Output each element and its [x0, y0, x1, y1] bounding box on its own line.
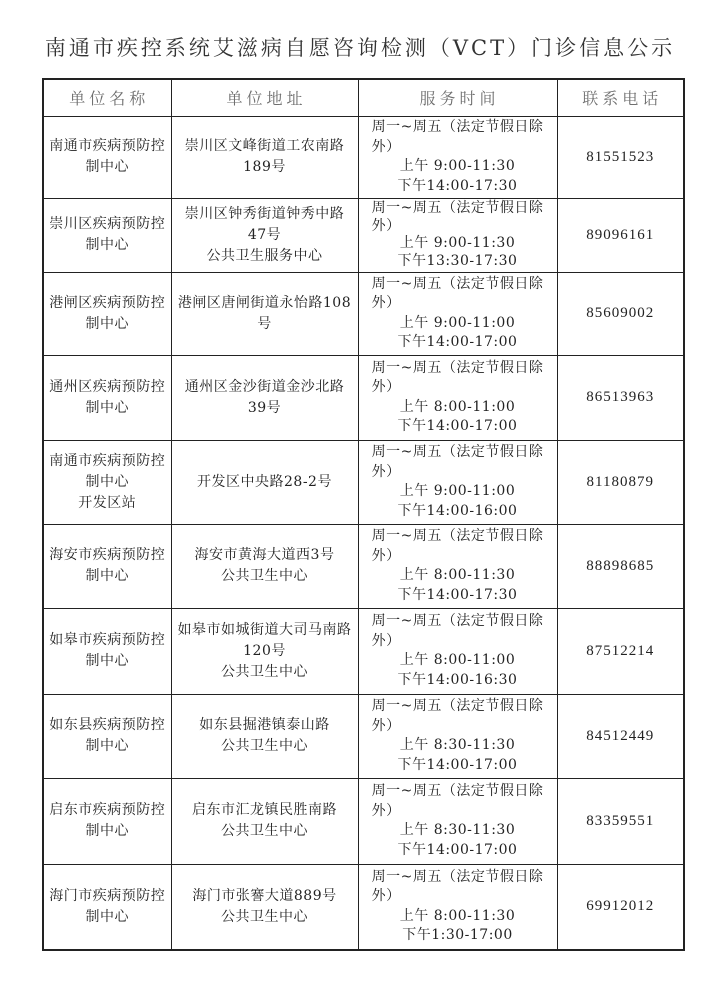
- afternoon-hours: 下午14:00-16:30: [397, 671, 518, 688]
- unit-address-cell: [171, 272, 358, 355]
- phone-number: 84512449: [586, 727, 655, 744]
- unit-address-line: 号: [257, 315, 272, 332]
- afternoon-hours: 下午14:00-17:00: [397, 418, 518, 434]
- afternoon-hours: 下午14:00-17:30: [397, 177, 518, 194]
- morning-hours: 上午 8:00-11:00: [399, 652, 516, 668]
- header-unit-name: 单位名称: [43, 79, 171, 116]
- table-row: [43, 524, 684, 608]
- service-days-line: 周一~周五（法定节假日除: [371, 444, 544, 460]
- unit-name-cell: [43, 355, 171, 440]
- phone-cell: [557, 608, 684, 694]
- header-row: [43, 79, 684, 116]
- unit-address-line: 如皋市如城街道大司马南路: [177, 621, 352, 638]
- service-days-line: 外）: [371, 463, 401, 480]
- unit-address-cell: [171, 778, 358, 864]
- unit-address-line: 港闸区唐闸街道永怡路108: [177, 294, 352, 311]
- unit-name-line: 港闸区疾病预防控: [49, 294, 166, 311]
- table-row: [43, 440, 684, 524]
- unit-name-line: 海门市疾病预防控: [49, 887, 166, 904]
- phone-cell: [557, 440, 684, 524]
- unit-name-line: 制中心: [85, 908, 129, 925]
- page-title: 南通市疾控系统艾滋病自愿咨询检测（VCT）门诊信息公示: [44, 36, 676, 60]
- unit-name-line: 崇川区疾病预防控: [49, 216, 166, 232]
- service-days-line: 外）: [371, 138, 401, 155]
- service-hours-cell: [358, 440, 557, 524]
- phone-cell: [557, 864, 684, 950]
- unit-name-line: 如东县疾病预防控: [49, 717, 166, 733]
- afternoon-hours: 下午14:00-17:00: [397, 756, 518, 773]
- service-days-line: 外）: [371, 802, 401, 819]
- unit-name-cell: [43, 440, 171, 524]
- table-row: [43, 355, 684, 440]
- unit-address-line: 公共卫生中心: [221, 908, 308, 925]
- unit-name-line: 制中心: [85, 237, 129, 253]
- service-days-line: 外）: [371, 217, 401, 234]
- service-hours-cell: [358, 198, 557, 272]
- unit-address-cell: [171, 116, 358, 198]
- phone-number: 81551523: [586, 148, 655, 165]
- table-header: [43, 79, 684, 116]
- unit-name-cell: [43, 778, 171, 864]
- unit-name-cell: [43, 864, 171, 950]
- service-days: [372, 118, 544, 157]
- phone-number: 85609002: [586, 305, 655, 321]
- service-days: [372, 200, 544, 235]
- service-days-line: 周一~周五（法定节假日除: [371, 275, 544, 292]
- header-phone: 联系电话: [557, 79, 684, 116]
- header-service-hours: 服务时间: [358, 79, 557, 116]
- unit-address-line: 海安市黄海大道西3号: [194, 547, 335, 563]
- unit-address-line: 启东市汇龙镇民胜南路: [192, 802, 337, 818]
- phone-number: 89096161: [586, 226, 655, 243]
- unit-name-line: 制中心: [85, 823, 129, 839]
- service-days: [372, 782, 544, 821]
- service-hours-cell: [358, 608, 557, 694]
- table-row: [43, 778, 684, 864]
- unit-address-line: 公共卫生中心: [221, 568, 308, 584]
- phone-number: 83359551: [586, 812, 655, 829]
- service-days: [372, 527, 544, 566]
- unit-address-cell: [171, 864, 358, 950]
- unit-address-line: 公共卫生中心: [221, 663, 308, 680]
- phone-cell: [557, 778, 684, 864]
- table-body: [43, 116, 684, 950]
- phone-number: 88898685: [586, 557, 655, 574]
- service-days-line: 外）: [371, 295, 401, 311]
- phone-number: 69912012: [586, 898, 655, 915]
- unit-address-cell: [171, 524, 358, 608]
- service-days: [372, 359, 544, 398]
- unit-name-line: 制中心: [85, 315, 129, 332]
- unit-name-line: 南通市疾病预防控: [49, 138, 166, 154]
- service-days: [372, 275, 544, 314]
- unit-address-line: 崇川区钟秀街道钟秀中路: [184, 205, 345, 222]
- unit-name-line: 海安市疾病预防控: [49, 547, 166, 563]
- unit-name-line: 制中心: [85, 399, 129, 416]
- unit-address-cell: [171, 440, 358, 524]
- unit-name-cell: [43, 694, 171, 778]
- service-hours-cell: [358, 355, 557, 440]
- table-row: [43, 272, 684, 355]
- unit-address-line: 公共卫生服务中心: [206, 247, 323, 264]
- unit-address-line: 39号: [247, 399, 282, 416]
- afternoon-hours: 下午1:30-17:00: [402, 927, 513, 944]
- service-hours-cell: [358, 116, 557, 198]
- service-hours-cell: [358, 524, 557, 608]
- unit-address-cell: [171, 355, 358, 440]
- service-days-line: 周一~周五（法定节假日除: [371, 528, 544, 544]
- unit-address-line: 崇川区文峰街道工农南路: [184, 138, 345, 154]
- unit-address-line: 海门市张謇大道889号: [192, 887, 337, 904]
- afternoon-hours: 下午13:30-17:30: [397, 252, 518, 269]
- morning-hours: 上午 9:00-11:00: [399, 483, 516, 499]
- unit-name-line: 制中心: [85, 568, 129, 584]
- morning-hours: 上午 8:30-11:30: [399, 822, 516, 838]
- morning-hours: 上午 9:00-11:30: [399, 158, 516, 174]
- service-days-line: 外）: [371, 888, 401, 905]
- morning-hours: 上午 8:00-11:00: [399, 398, 516, 415]
- unit-address-line: 开发区中央路28-2号: [197, 473, 332, 490]
- morning-hours: 上午 8:00-11:30: [399, 907, 516, 924]
- service-days-line: 外）: [371, 717, 401, 734]
- phone-number: 87512214: [586, 642, 655, 659]
- phone-number: 86513963: [586, 389, 655, 405]
- unit-address-line: 47号: [247, 226, 282, 243]
- service-days: [372, 612, 544, 651]
- service-days-line: 周一~周五（法定节假日除: [371, 613, 544, 629]
- unit-address-line: 公共卫生中心: [221, 738, 308, 754]
- service-days-line: 周一~周五（法定节假日除: [371, 868, 544, 885]
- unit-name-cell: [43, 524, 171, 608]
- phone-cell: [557, 524, 684, 608]
- afternoon-hours: 下午14:00-17:00: [397, 841, 518, 858]
- service-hours-cell: [358, 272, 557, 355]
- table-row: [43, 608, 684, 694]
- phone-cell: [557, 694, 684, 778]
- service-days-line: 周一~周五（法定节假日除: [371, 359, 544, 376]
- unit-name-line: 通州区疾病预防控: [49, 378, 166, 395]
- service-days-line: 周一~周五（法定节假日除: [371, 783, 544, 799]
- unit-name-cell: [43, 272, 171, 355]
- table-row: [43, 694, 684, 778]
- unit-address-line: 公共卫生中心: [221, 823, 308, 839]
- phone-cell: [557, 355, 684, 440]
- service-days: [372, 443, 544, 482]
- unit-name-line: 如皋市疾病预防控: [49, 632, 166, 648]
- service-days-line: 外）: [371, 379, 401, 395]
- unit-address-line: 通州区金沙街道金沙北路: [184, 378, 345, 395]
- service-days-line: 外）: [371, 547, 401, 564]
- unit-name-line: 制中心: [85, 738, 129, 754]
- unit-address-line: 120号: [243, 642, 286, 659]
- unit-name-line: 开发区站: [78, 494, 137, 511]
- unit-address-line: 189号: [243, 159, 286, 175]
- unit-name-line: 南通市疾病预防控: [49, 452, 166, 469]
- table-row: [43, 864, 684, 950]
- phone-cell: [557, 116, 684, 198]
- morning-hours: 上午 9:00-11:30: [399, 235, 516, 251]
- service-days: [372, 868, 544, 907]
- table-row: [43, 116, 684, 198]
- unit-address-line: 如东县掘港镇泰山路: [199, 717, 330, 733]
- unit-name-line: 启东市疾病预防控: [49, 802, 166, 818]
- service-hours-cell: [358, 778, 557, 864]
- unit-address-cell: [171, 198, 358, 272]
- phone-number: 81180879: [586, 473, 654, 490]
- phone-cell: [557, 198, 684, 272]
- service-days: [372, 697, 544, 736]
- unit-address-cell: [171, 694, 358, 778]
- morning-hours: 上午 8:30-11:30: [399, 737, 516, 753]
- service-hours-cell: [358, 864, 557, 950]
- afternoon-hours: 下午14:00-16:00: [397, 502, 518, 519]
- unit-name-cell: [43, 608, 171, 694]
- unit-name-cell: [43, 116, 171, 198]
- morning-hours: 上午 8:00-11:30: [399, 567, 516, 583]
- afternoon-hours: 下午14:00-17:30: [397, 586, 518, 603]
- service-days-line: 周一~周五（法定节假日除: [371, 119, 544, 135]
- service-days-line: 周一~周五（法定节假日除: [371, 200, 544, 216]
- unit-name-cell: [43, 198, 171, 272]
- morning-hours: 上午 9:00-11:00: [399, 314, 516, 331]
- table-row: [43, 198, 684, 272]
- clinic-info-table: [42, 78, 685, 951]
- service-days-line: 周一~周五（法定节假日除: [371, 698, 544, 714]
- phone-cell: [557, 272, 684, 355]
- unit-name-line: 制中心: [85, 473, 129, 490]
- service-days-line: 外）: [371, 632, 401, 649]
- unit-name-line: 制中心: [85, 653, 129, 669]
- service-hours-cell: [358, 694, 557, 778]
- unit-name-line: 制中心: [85, 159, 129, 175]
- unit-address-cell: [171, 608, 358, 694]
- afternoon-hours: 下午14:00-17:00: [397, 334, 518, 350]
- header-unit-address: 单位地址: [171, 79, 358, 116]
